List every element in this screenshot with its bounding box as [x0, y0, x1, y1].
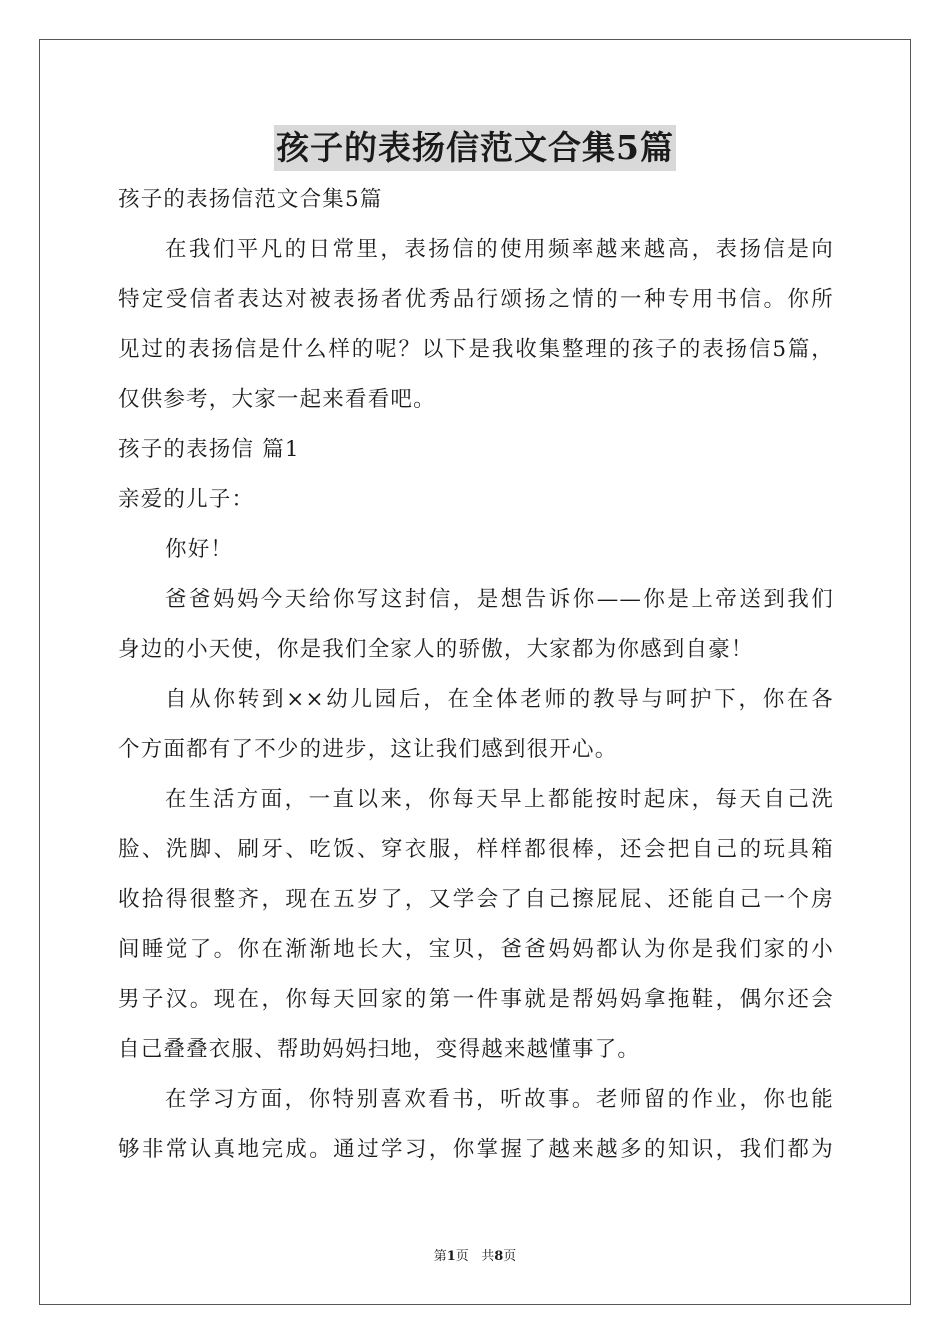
text-line: 间睡觉了。你在渐渐地长大，宝贝，爸爸妈妈都认为你是我们家的小 [118, 937, 834, 962]
text-line: 孩子的表扬信 篇1 [118, 437, 300, 462]
text-line: 个方面都有了不少的进步，这让我们感到很开心。 [118, 737, 618, 762]
footer-page-prefix: 第 [433, 1249, 447, 1264]
text-line: 身边的小天使，你是我们全家人的骄傲，大家都为你感到自豪！ [118, 637, 754, 662]
footer-page-number: 1 [446, 1249, 456, 1264]
text-line: 男子汉。现在，你每天回家的第一件事就是帮妈妈拿拖鞋，偶尔还会 [118, 987, 834, 1012]
footer-total-suffix: 页 [503, 1249, 517, 1264]
text-line: 见过的表扬信是什么样的呢？以下是我收集整理的孩子的表扬信5篇， [118, 337, 834, 362]
text-line: 爸爸妈妈今天给你写这封信，是想告诉你——你是上帝送到我们 [165, 587, 834, 612]
footer-total-prefix: 共 [481, 1249, 495, 1264]
text-line: 在学习方面，你特别喜欢看书，听故事。老师留的作业，你也能 [165, 1087, 834, 1112]
text-line: 够非常认真地完成。通过学习，你掌握了越来越多的知识，我们都为 [118, 1137, 834, 1162]
text-line: 自己叠叠衣服、帮助妈妈扫地，变得越来越懂事了。 [118, 1037, 641, 1062]
document-body [118, 175, 834, 1175]
text-line: 收拾得很整齐，现在五岁了，又学会了自己擦屁屁、还能自己一个房 [118, 887, 834, 912]
text-line: 孩子的表扬信范文合集5篇 [118, 187, 383, 212]
text-line: 在我们平凡的日常里，表扬信的使用频率越来越高，表扬信是向 [165, 237, 834, 262]
text-line: 脸、洗脚、刷牙、吃饭、穿衣服，样样都很棒，还会把自己的玩具箱 [118, 837, 834, 862]
text-line: 仅供参考，大家一起来看看吧。 [118, 387, 436, 412]
text-line: 自从你转到××幼儿园后，在全体老师的教导与呵护下，你在各 [165, 687, 834, 712]
footer-total-number: 8 [494, 1249, 504, 1264]
document-title: 孩子的表扬信范文合集5篇 [274, 125, 676, 171]
text-line: 在生活方面，一直以来，你每天早上都能按时起床，每天自己洗 [165, 787, 834, 812]
text-line: 特定受信者表达对被表扬者优秀品行颂扬之情的一种专用书信。你所 [118, 287, 834, 312]
page-footer [0, 1245, 950, 1264]
footer-page-suffix: 页 [455, 1249, 469, 1264]
text-line: 亲爱的儿子： [118, 487, 255, 512]
title-container [0, 125, 950, 171]
text-line: 你好！ [165, 537, 234, 562]
